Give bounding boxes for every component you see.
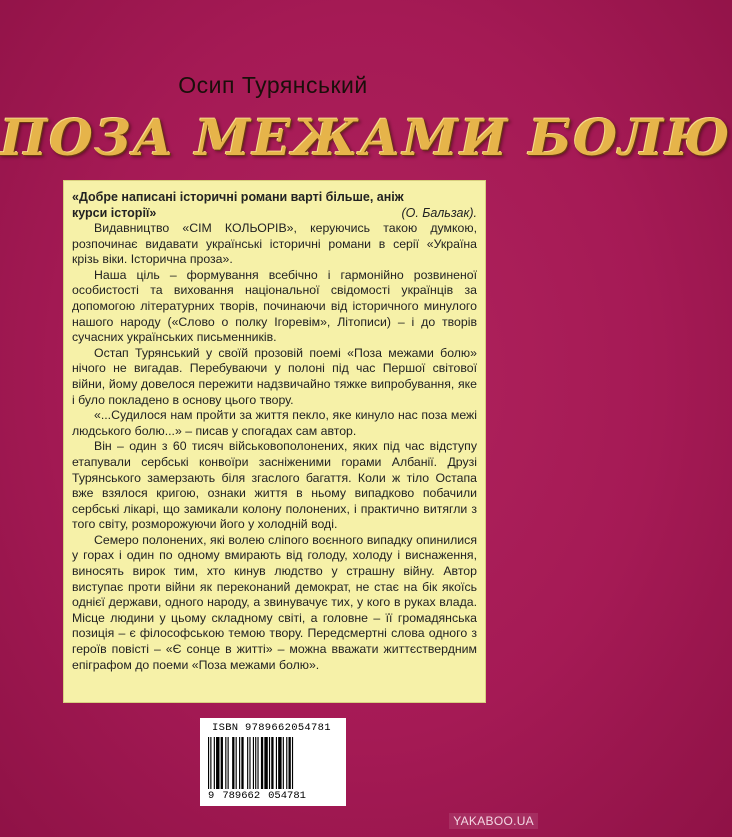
barcode-digit-right: 054781 <box>268 790 306 802</box>
barcode-digit-left: 789662 <box>222 790 261 802</box>
epigraph-source: (О. Бальзак). <box>401 206 477 220</box>
watermark: YAKABOO.UA <box>449 813 538 829</box>
paragraph-3: Остап Турянський у своїй прозовій поемі «Поза межами болю» нічого не вигадав. Перебуваючи у полоні під час Першої світової війни, йому довелося пережити надзвичайно тяжке випробування, яке і було покладено в основу цього твору. <box>72 345 477 407</box>
paragraph-5: Він – один з 60 тисяч військовополонених, яких під час відступу етапували сербські конвоїри засніженими горами Албанії. Друзі Турянського замерзають біля згаслого багаття. Коли ж тіло Остапа вже взялося кригою, ознаки життя в ньому випадково побачили сербські лікарі, що замикали колону полонених, і практично витягли з того світу, розморожуючи його у холодній воді. <box>72 439 477 532</box>
paragraph-6: Семеро полонених, які волею сліпого воєнного випадку опинилися у горах і один по одному вмирають від голоду, холоду і виснаження, виносять вирок тим, хто кинув людство у страшну війну. Автор виступає проти війни як переконаний демократ, не стає на бік якоїсь однієї держави, одного народу, а звинувачує тих, у кого в руках влада. Місце людини у цьому складному світі, а головне – її громадянська позиція – є філософською темою твору. Передсмертні слова одного з героїв повісті – «Є сонце в житті» – можна вважати життєствердним епіграфом до поеми «Поза межами болю». <box>72 532 477 672</box>
isbn-barcode <box>200 718 346 806</box>
paragraph-1: Видавництво «СІМ КОЛЬОРІВ», керуючись такою думкою, розпочинає видавати українські історичні романи в серії «Україна крізь віки. Історична проза». <box>72 221 477 267</box>
paragraph-4: «...Судилося нам пройти за життя пекло, яке кинуло нас поза межі людського болю...» – писав у спогадах сам автор. <box>72 408 477 438</box>
epigraph-line-1: «Добре написані історичні романи варті більше, аніж <box>72 190 404 204</box>
book-title: ПОЗА МЕЖАМИ БОЛЮ <box>0 108 732 167</box>
barcode-digits <box>206 790 340 802</box>
barcode-bars <box>206 737 340 789</box>
epigraph-line-2: курси історії» <box>72 206 157 220</box>
author-name: Осип Турянський <box>178 72 368 98</box>
epigraph <box>72 189 477 221</box>
barcode-digit-prefix: 9 <box>208 790 215 802</box>
paragraph-2: Наша ціль – формування всебічно і гармонійно розвиненої особистості та виховання національної свідомості українців за допомогою літературних творів, починаючи від історичного минулого нашого народу («Слово о полку Ігоревім», Літописи) – і до творів сучасних українських письменників. <box>72 267 477 345</box>
annotation-box <box>63 180 486 703</box>
isbn-label: ISBN 9789662054781 <box>212 722 331 734</box>
